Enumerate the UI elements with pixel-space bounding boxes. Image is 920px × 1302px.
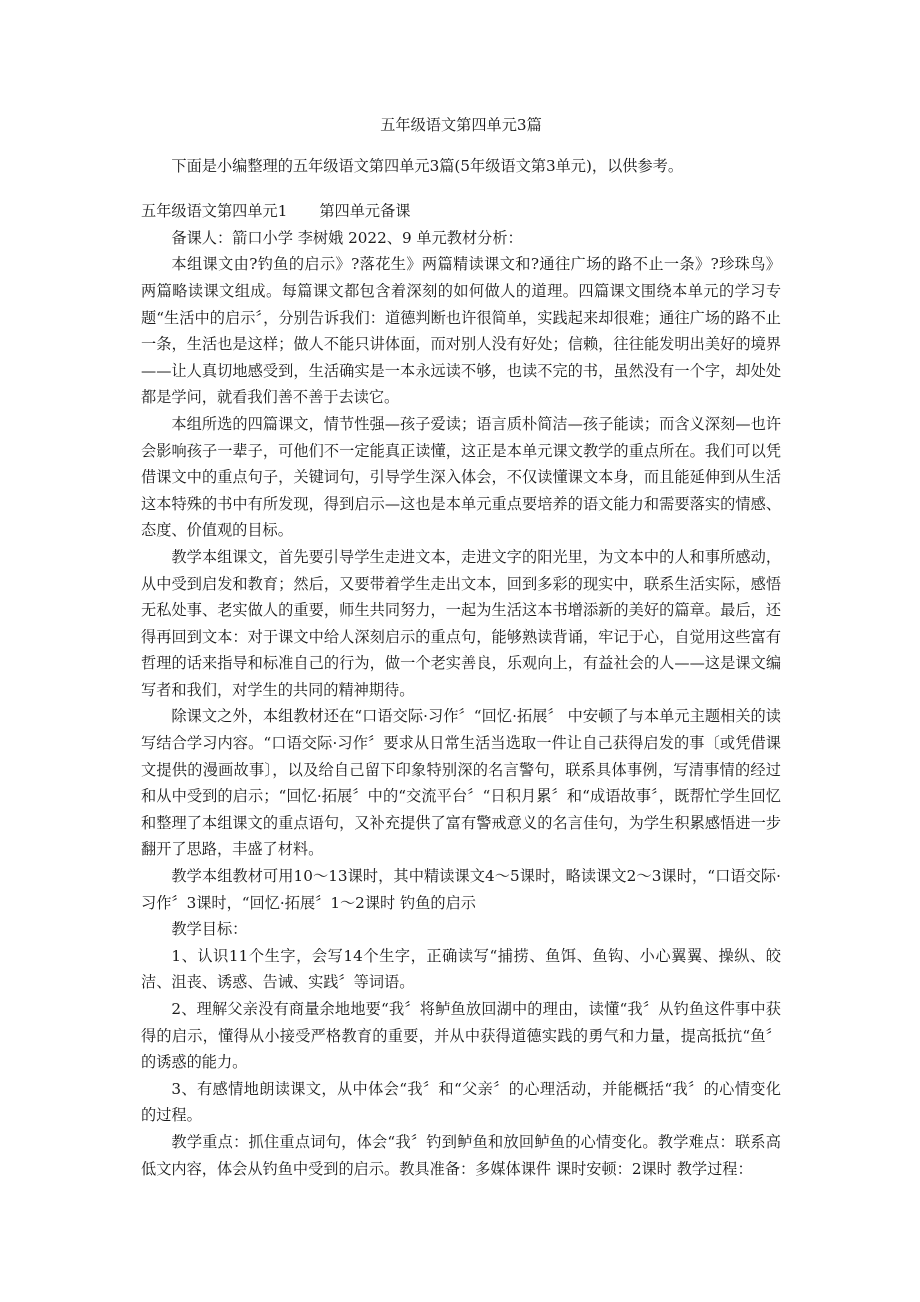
paragraph-goal-3: 3、有感情地朗读课文，从中体会“我〞和“父亲〞的心理活动，并能概括“我〞的心情变化的过程。 bbox=[141, 1079, 781, 1125]
document-page bbox=[141, 112, 781, 1182]
paragraph-goal-2: 2、理解父亲没有商量余地地要“我〞将鲈鱼放回湖中的理由，读懂“我〞从钓鱼这件事中获得的启示，懂得从小接受严格教育的重要，并从中获得道德实践的勇气和力量，提高抵抗“鱼〞的诱惑的能力。 bbox=[141, 1000, 781, 1072]
section-heading-part1: 五年级语文第四单元1 bbox=[141, 202, 288, 221]
paragraph-schedule: 教学本组教材可用10～13课时，其中精读课文4～5课时，略读课文2～3课时，“口语交际·习作〞3课时，“回忆·拓展〞1～2课时 钓鱼的启示 bbox=[141, 867, 781, 912]
paragraph-selection: 本组所选的四篇课文，情节性强—孩子爱读；语言质朴简洁—孩子能读；而含义深刻—也许会影响孩子一辈子，可他们不一定能真正读懂，这正是本单元课文教学的重点所在。我们可以凭借课文中的重点句子，关键词句，引导学生深入体会，不仅读懂课文本身，而且能延伸到从生活这本特殊的书中有所发现，得到启示—这也是本单元重点要培养的语文能力和需要落实的情感、态度、价值观的目标。 bbox=[141, 414, 781, 540]
paragraph-goals-heading: 教学目标： bbox=[171, 920, 248, 939]
paragraph-goal-1: 1、认识11个生字，会写14个生字，正确读写“捕捞、鱼饵、鱼钩、小心翼翼、操纵、皎洁、沮丧、诱惑、告诫、实践〞等词语。 bbox=[141, 946, 781, 992]
section-heading-part2: 第四单元备课 bbox=[319, 202, 411, 221]
intro-paragraph: 下面是小编整理的五年级语文第四单元3篇(5年级语文第3单元)，以供参考。 bbox=[171, 156, 684, 175]
paragraph-extra-content: 除课文之外，本组教材还在“口语交际·习作〞“回忆·拓展〞 中安顿了与本单元主题相关的读写结合学习内容。“口语交际·习作〞要求从日常生活当选取一件让自己获得启发的事〔或凭借课文提供的漫画故事〕，以及给自己留下印象特别深的名言警句，联系具体事例，写清事情的经过和从中受到的启示；“回忆·拓展〞中的“交流平台〞“日积月累〞和“成语故事〞，既帮忙学生回忆和整理了本组课文的重点语句，又补充提供了富有警戒意义的名言佳句，为学生积累感悟进一步翻开了思路，丰盛了材料。 bbox=[141, 707, 781, 859]
section-heading bbox=[141, 198, 781, 225]
document-title: 五年级语文第四单元3篇 bbox=[380, 116, 542, 134]
paragraph-preparer: 备课人：箭口小学 李树娥 2022、9 单元教材分析： bbox=[171, 228, 523, 247]
paragraph-teaching-approach: 教学本组课文，首先要引导学生走进文本，走进文字的阳光里，为文本中的人和事所感动，从中受到启发和教育；然后，又要带着学生走出文本，回到多彩的现实中，联系生活实际，感悟无私处事、老实做人的重要，师生共同努力，一起为生活这本书增添新的美好的篇章。最后，还得再回到文本：对于课文中给人深刻启示的重点句，能够熟读背诵，牢记于心，自觉用这些富有哲理的话来指导和标准自己的行为，做一个老实善良，乐观向上，有益社会的人——这是课文编写者和我们，对学生的共同的精神期待。 bbox=[141, 547, 781, 699]
paragraph-key-points: 教学重点：抓住重点词句，体会“我〞钓到鲈鱼和放回鲈鱼的心情变化。教学难点：联系高低文内容，体会从钓鱼中受到的启示。教具准备：多媒体课件 课时安顿：2课时 教学过程： bbox=[141, 1132, 781, 1178]
paragraph-unit-overview: 本组课文由?钓鱼的启示》?落花生》两篇精读课文和?通往广场的路不止一条》?珍珠鸟》两篇略读课文组成。每篇课文都包含着深刻的如何做人的道理。四篇课文围绕本单元的学习专题“生活中的启示〞，分别告诉我们：道德判断也许很简单，实践起来却很难；通往广场的路不止一条，生活也是这样；做人不能只讲体面，而对别人没有好处；信赖，往往能发明出美好的境界——让人真切地感受到，生活确实是一本永远读不够，也读不完的书，虽然没有一个字，却处处都是学问，就看我们善不善于去读它。 bbox=[141, 255, 781, 407]
